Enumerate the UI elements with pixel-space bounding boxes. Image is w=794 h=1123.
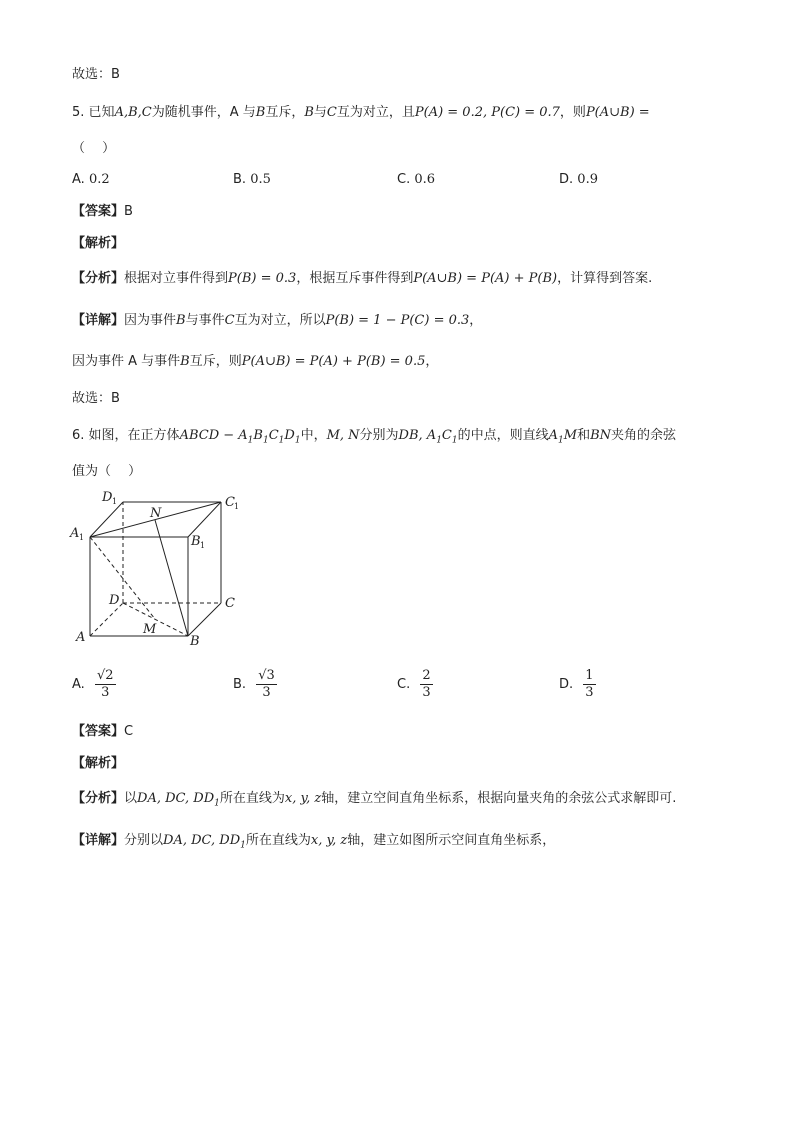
label-c1-sub: 1 [234, 502, 240, 511]
label-b1-sub: 1 [200, 541, 206, 550]
q5-xiangjie: 【详解】因为事件B与事件C互为对立，所以P(B) = 1 − P(C) = 0.3， [72, 313, 483, 328]
q6-stem-line2: 值为（ ） [72, 464, 142, 479]
q5-option-d: D. 0.9 [559, 172, 598, 187]
q6-option-c: C. $\frac{2}{3}$ [397, 668, 431, 700]
q5-fenxi: 【分析】根据对立事件得到P(B) = 0.3，根据互斥事件得到P(A∪B) = P(A) + P(B)，计算得到答案. [72, 271, 653, 286]
q6-stem: 6. 如图，在正方体ABCD − $A_1B_1C_1D_1$中，M, N分别为DB, $A_1C_1$的中点，则直线$A_1M$和BN夹角的余弦 [72, 428, 677, 446]
q6-option-a: A. $\frac{√2}{3}$ [72, 668, 114, 700]
q6-answer: 【答案】C [72, 724, 134, 739]
q5-option-a: A. 0.2 [72, 172, 110, 187]
q5-option-c: C. 0.6 [397, 172, 436, 187]
label-a: A [76, 630, 86, 645]
label-c: C [225, 596, 235, 611]
q6-analysis-tag: 【解析】 [72, 756, 125, 771]
q5-xiangjie-line2: 因为事件 A 与事件B互斥，则P(A∪B) = P(A) + P(B) = 0.5， [72, 354, 439, 369]
label-a1: A [70, 526, 80, 541]
label-n: N [150, 506, 162, 521]
edge-b1-c1 [188, 502, 221, 537]
label-d1-sub: 1 [112, 497, 118, 506]
edge-b-c [188, 603, 221, 636]
q5-analysis-tag: 【解析】 [72, 236, 125, 251]
edge-a1-d1 [90, 502, 123, 537]
hidden-segment-a1-m [90, 537, 155, 619]
q6-xiangjie: 【详解】分别以DA, DC, $DD_1$所在直线为x, y, z轴，建立如图所示空间直角坐标系， [72, 833, 556, 851]
q6-option-d: D. $\frac{1}{3}$ [559, 668, 594, 700]
label-d1: D [102, 490, 113, 505]
q5-answer: 【答案】B [72, 204, 133, 219]
q5-option-b: B. 0.5 [233, 172, 271, 187]
q5-stem: 5. 已知A,B,C为随机事件，A 与B互斥，B与C互为对立，且P(A) = 0.2, P(C) = 0.7，则P(A∪B) = [72, 105, 650, 120]
label-b1: B [191, 534, 201, 549]
label-c1: C [225, 495, 235, 510]
label-a1-sub: 1 [79, 533, 85, 542]
q5-paren: （ ） [72, 141, 116, 156]
cube-figure [68, 485, 268, 655]
q6-fenxi: 【分析】以DA, DC, $DD_1$所在直线为x, y, z轴，建立空间直角坐标系，根据向量夹角的余弦公式求解即可. [72, 791, 677, 809]
label-b: B [190, 634, 200, 649]
label-m: M [143, 622, 157, 637]
q6-option-b: B. $\frac{√3}{3}$ [233, 668, 275, 700]
label-d: D [109, 593, 120, 608]
previous-conclusion: 故选：B [72, 67, 120, 82]
q5-conclusion: 故选：B [72, 391, 120, 406]
